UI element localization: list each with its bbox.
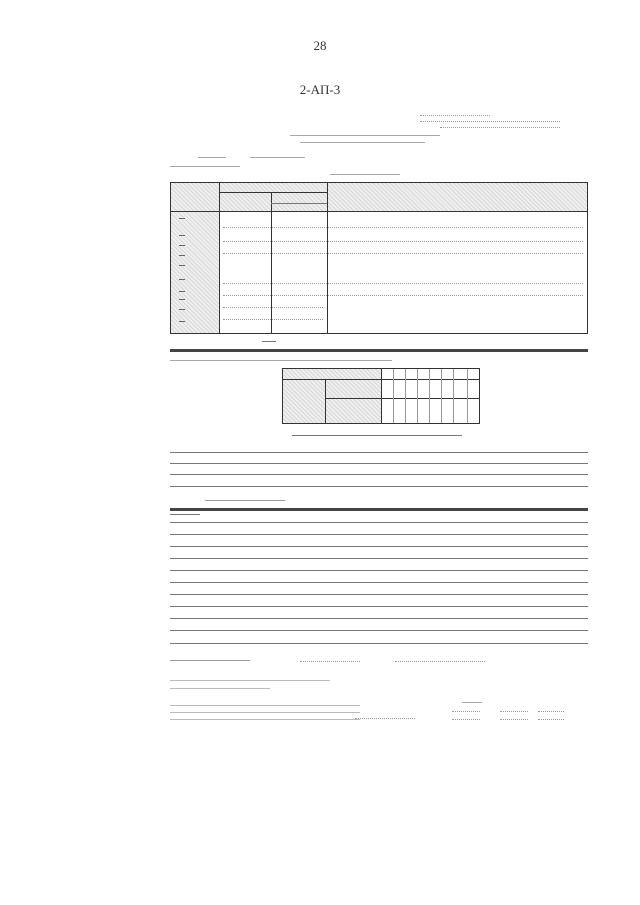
main-table-header-bottom: [171, 211, 587, 212]
unit-field: [330, 174, 400, 175]
org-field-value: [250, 157, 305, 158]
date-grid-cell: [452, 711, 480, 712]
footnote-line-2: [170, 688, 270, 689]
main-table-header-group: [220, 183, 327, 211]
ruled-line: [170, 570, 588, 571]
form-title-line-2: [300, 142, 425, 143]
summary-table-col: [429, 369, 430, 423]
ruled-line: [170, 643, 588, 644]
ruled-line: [170, 534, 588, 535]
summary-table-divider-2: [381, 369, 382, 423]
signature-field: [300, 661, 360, 662]
summary-table-col: [467, 369, 468, 423]
main-table-row-mark: [179, 235, 185, 236]
ruled-line: [170, 558, 588, 559]
approval-line-2: [420, 121, 560, 122]
summary-table-header-left: [283, 369, 381, 379]
main-table-row-mark: [179, 218, 185, 219]
subdivision-field: [170, 166, 240, 167]
main-table-data-row: [223, 295, 583, 296]
form-title-line-1: [290, 135, 440, 136]
summary-table-divider-1: [325, 379, 326, 423]
summary-table-col: [405, 369, 406, 423]
main-table-data-row: [223, 227, 583, 228]
ruled-line: [170, 546, 588, 547]
main-table-row-mark: [179, 279, 185, 280]
date-grid-cell: [538, 711, 564, 712]
ruled-line: [170, 474, 588, 475]
summary-table-col: [393, 369, 394, 423]
form-code: 2-АП-3: [299, 82, 341, 97]
date-grid-cell: [500, 711, 528, 712]
main-table-data-row: [223, 283, 583, 284]
main-table-data-row: [223, 307, 323, 308]
ruled-line: [170, 452, 588, 453]
approval-line-3: [440, 127, 560, 128]
ruled-line: [170, 522, 588, 523]
main-table: [170, 182, 588, 334]
summary-table: [282, 368, 480, 424]
main-table-row-mark: [179, 245, 185, 246]
main-table-header-subline-2: [271, 203, 327, 204]
ruled-line: [170, 582, 588, 583]
main-table-col-divider-3: [327, 183, 328, 333]
main-table-row-mark: [179, 255, 185, 256]
main-table-row-mark: [179, 299, 185, 300]
organization-caption: [205, 500, 285, 501]
ruled-line: [170, 463, 588, 464]
summary-table-col: [417, 369, 418, 423]
summary-table-caption: [292, 435, 462, 436]
footnote-line-5: [170, 719, 360, 720]
main-table-col-divider-1: [219, 183, 220, 333]
summary-table-row-header: [283, 380, 325, 423]
ruled-line: [170, 630, 588, 631]
main-table-header-notes: [328, 183, 587, 211]
main-table-row-mark: [179, 309, 185, 310]
section-2-caption: [170, 360, 392, 361]
org-field-label: [198, 157, 226, 158]
notes-label-line: [170, 514, 200, 515]
date-field: [395, 661, 485, 662]
signatory-label-line: [170, 660, 250, 661]
main-table-data-row: [223, 319, 323, 320]
footnote-line-1: [170, 680, 330, 681]
date-grid-cell: [538, 719, 564, 720]
ruled-line: [170, 486, 588, 487]
summary-table-col: [441, 369, 442, 423]
main-table-row-mark: [179, 291, 185, 292]
date-grid-cell: [500, 719, 528, 720]
main-table-row-mark: [179, 265, 185, 266]
main-table-header-subline: [220, 192, 327, 193]
page-number: 28: [313, 38, 327, 53]
main-table-row-mark: [179, 321, 185, 322]
footnote-line-3: [170, 705, 360, 706]
ruled-line: [170, 606, 588, 607]
main-table-row-header-column: [171, 183, 219, 333]
section-separator-2: [170, 508, 588, 511]
summary-table-row-divider: [325, 398, 479, 399]
footnote-signature-field: [355, 718, 415, 719]
total-row-marker: [262, 341, 276, 342]
summary-table-cell-2: [326, 399, 381, 423]
main-table-col-divider-2: [271, 192, 272, 333]
main-table-data-row: [223, 241, 583, 242]
summary-table-col: [453, 369, 454, 423]
ruled-line: [170, 594, 588, 595]
date-grid-label: [462, 702, 482, 703]
date-grid-cell: [452, 719, 480, 720]
approval-line-1: [420, 115, 490, 116]
ruled-line: [170, 618, 588, 619]
main-table-data-row: [223, 253, 583, 254]
footnote-line-4: [170, 712, 360, 713]
section-separator-1: [170, 349, 588, 352]
summary-table-cell-1: [326, 380, 381, 398]
